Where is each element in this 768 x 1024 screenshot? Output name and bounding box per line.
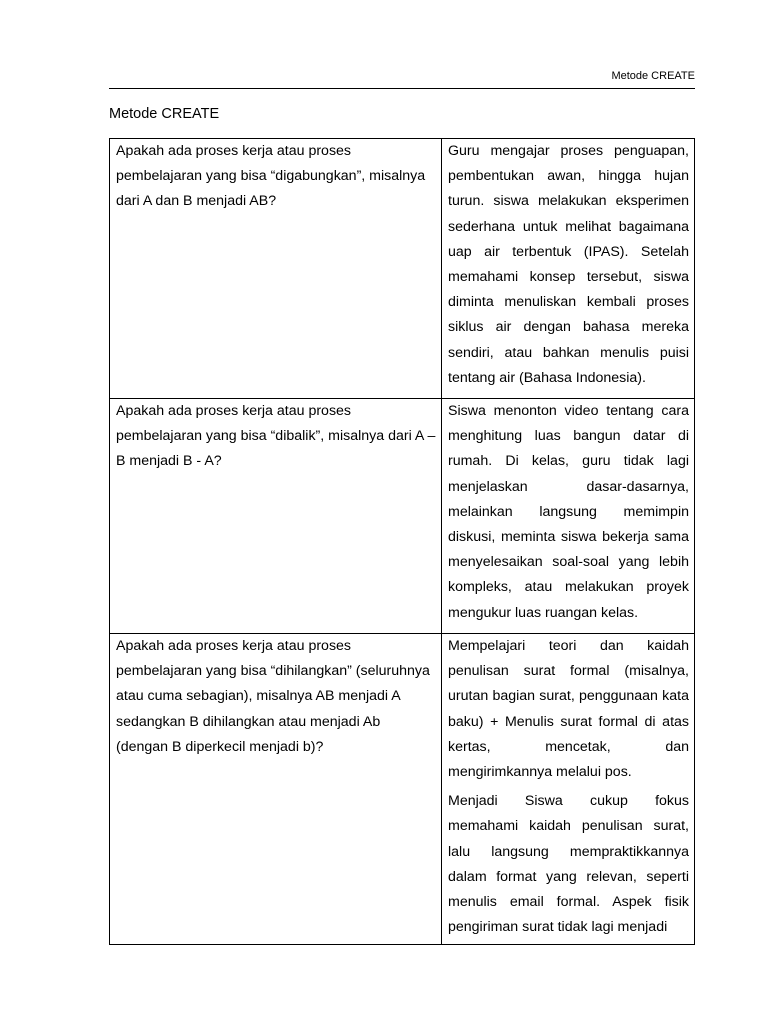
- answer-paragraph: Siswa menonton video tentang cara menghitung luas bangun datar di rumah. Di kelas, guru tidak lagi menjelaskan dasar-dasarnya, melainkan langsung memimpin diskusi, meminta siswa bekerja sama menyelesaikan soal-soal yang lebih kompleks, atau melakukan proyek mengukur luas ruangan kelas.: [448, 403, 689, 621]
- table-row: [110, 634, 695, 945]
- question-cell: Apakah ada proses kerja atau proses pembelajaran yang bisa “dibalik”, misalnya dari A – B menjadi B - A?: [110, 399, 442, 634]
- answer-cell: [442, 399, 695, 634]
- answer-paragraph: Mempelajari teori dan kaidah penulisan surat formal (misalnya, urutan bagian surat, penggunaan kata baku) + Menulis surat formal di atas kertas, mencetak, dan mengirimkannya melalui pos.: [448, 638, 689, 781]
- answer-paragraph: Guru mengajar proses penguapan, pembentukan awan, hingga hujan turun. siswa melakukan eksperimen sederhana untuk melihat bagaimana uap air terbentuk (IPAS). Setelah memahami konsep tersebut, siswa diminta menuliskan kembali proses siklus air dengan bahasa mereka sendiri, atau bahkan menulis puisi tentang air (Bahasa Indonesia).: [448, 143, 689, 386]
- answer-paragraph: Menjadi Siswa cukup fokus memahami kaidah penulisan surat, lalu langsung mempraktikkannya dalam format yang relevan, seperti menulis email formal. Aspek fisik pengiriman surat tidak lagi menjadi: [448, 793, 689, 936]
- table-row: [110, 139, 695, 399]
- answer-cell: [442, 634, 695, 945]
- question-cell: Apakah ada proses kerja atau proses pembelajaran yang bisa “dihilangkan” (seluruhnya atau cuma sebagian), misalnya AB menjadi A sedangkan B dihilangkan atau menjadi Ab (dengan B diperkecil menjadi b)?: [110, 634, 442, 945]
- question-cell: Apakah ada proses kerja atau proses pembelajaran yang bisa “digabungkan”, misalnya dari A dan B menjadi AB?: [110, 139, 442, 399]
- create-method-table: [109, 138, 695, 945]
- document-title: Metode CREATE: [109, 106, 220, 122]
- running-header: Metode CREATE: [611, 70, 695, 82]
- answer-cell: [442, 139, 695, 399]
- table-row: [110, 399, 695, 634]
- header-rule: [109, 88, 695, 89]
- answer-cell-content: [448, 634, 689, 940]
